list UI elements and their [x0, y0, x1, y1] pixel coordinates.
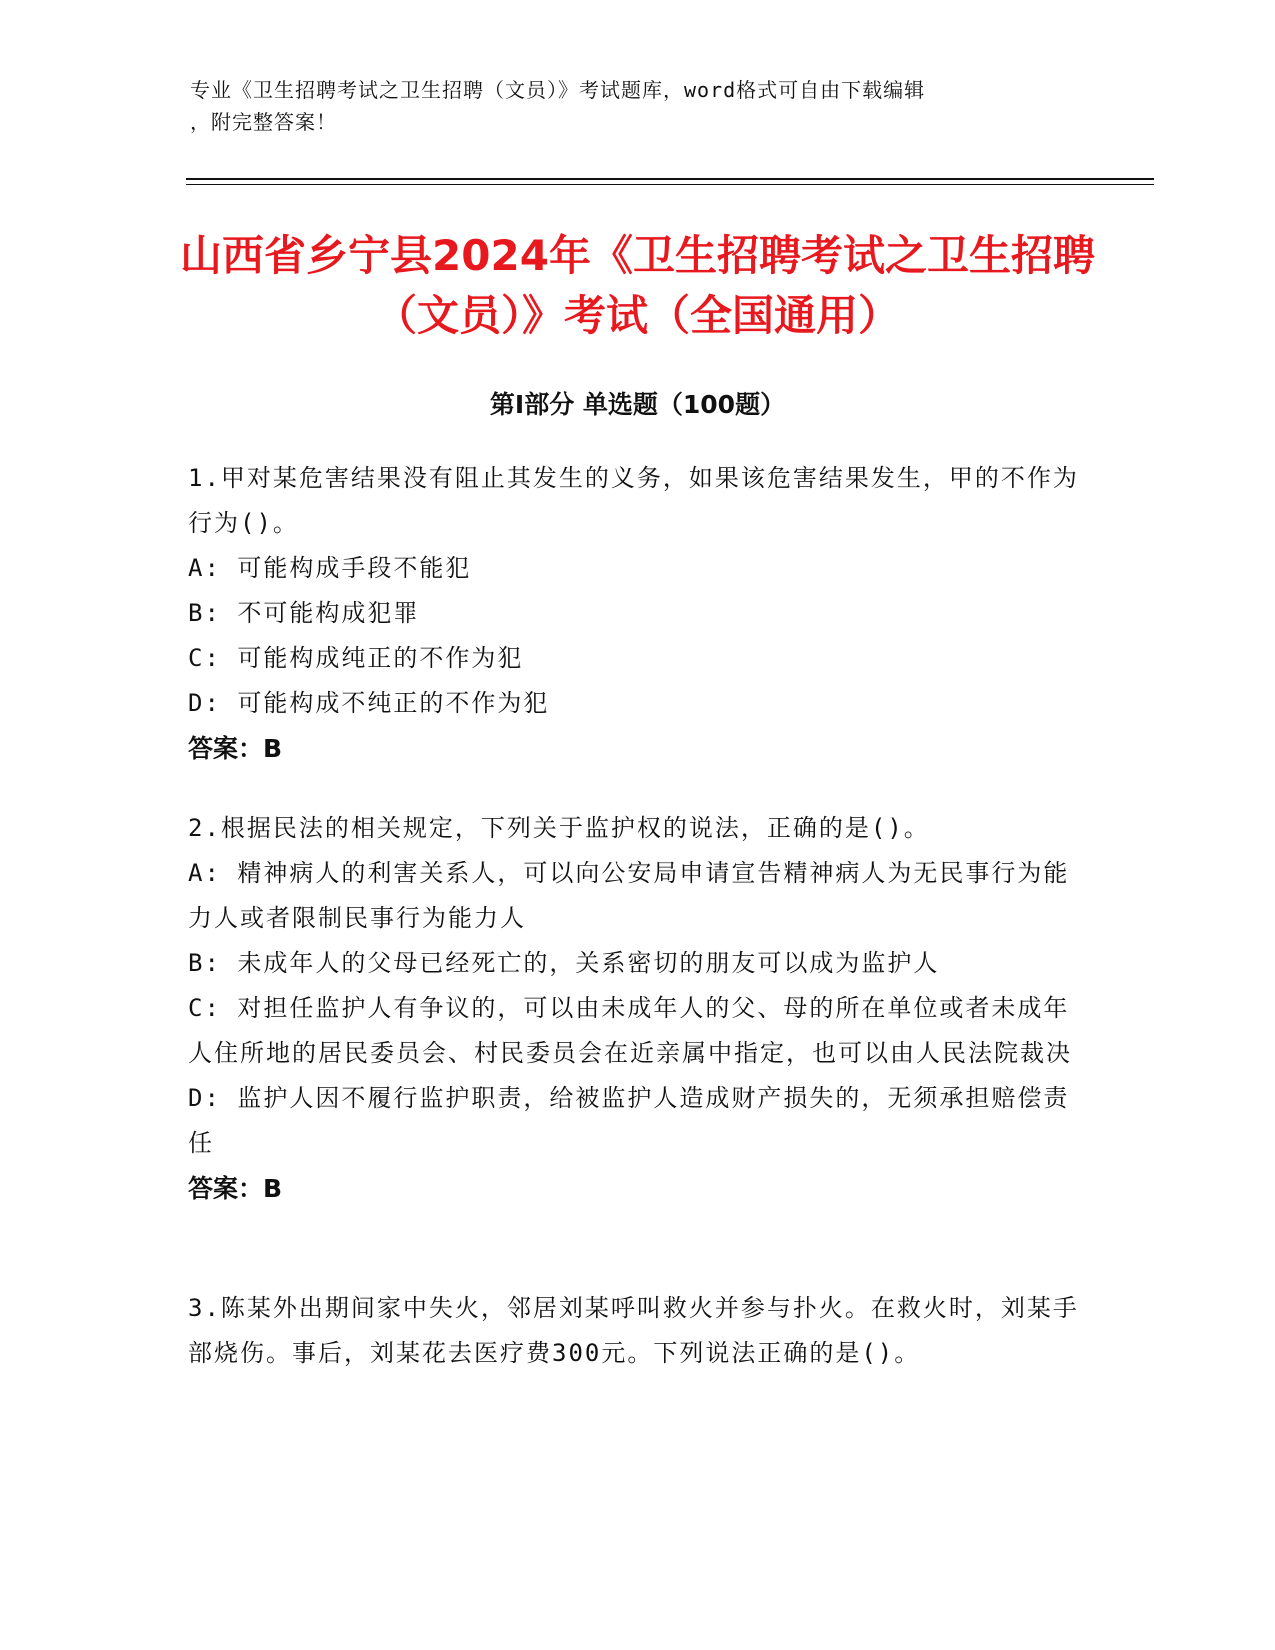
question-2 [188, 806, 1088, 1211]
option-d: D: 监护人因不履行监护职责，给被监护人造成财产损失的，无须承担赔偿责任 [188, 1084, 1070, 1157]
question-3 [188, 1286, 1088, 1376]
answer: 答案：B [188, 1174, 283, 1203]
question-text: 1.甲对某危害结果没有阻止其发生的义务，如果该危害结果发生，甲的不作为行为()。 [188, 464, 1079, 537]
header-divider-thin [186, 184, 1154, 185]
answer: 答案：B [188, 734, 283, 763]
option-b: B: 不可能构成犯罪 [188, 599, 420, 627]
header-divider [186, 178, 1154, 180]
option-c: C: 可能构成纯正的不作为犯 [188, 644, 524, 672]
question-1 [188, 456, 1088, 771]
option-c: C: 对担任监护人有争议的，可以由未成年人的父、母的所在单位或者未成年人住所地的居民委员会、村民委员会在近亲属中指定，也可以由人民法院裁决 [188, 994, 1072, 1067]
option-d: D: 可能构成不纯正的不作为犯 [188, 689, 550, 717]
option-a: A: 精神病人的利害关系人，可以向公安局申请宣告精神病人为无民事行为能力人或者限制民事行为能力人 [188, 859, 1070, 932]
option-a: A: 可能构成手段不能犯 [188, 554, 472, 582]
option-b: B: 未成年人的父母已经死亡的，关系密切的朋友可以成为监护人 [188, 949, 940, 977]
question-text: 3.陈某外出期间家中失火，邻居刘某呼叫救火并参与扑火。在救火时，刘某手部烧伤。事后，刘某花去医疗费300元。下列说法正确的是()。 [188, 1294, 1079, 1367]
section-title: 第I部分 单选题（100题） [489, 390, 786, 419]
header-note: 专业《卫生招聘考试之卫生招聘（文员）》考试题库，word格式可自由下载编辑 ，附完整答案！ [190, 78, 926, 134]
question-text: 2.根据民法的相关规定，下列关于监护权的说法，正确的是()。 [188, 814, 930, 842]
document-title: 山西省乡宁县2024年《卫生招聘考试之卫生招聘（文员）》考试（全国通用） [180, 231, 1095, 340]
